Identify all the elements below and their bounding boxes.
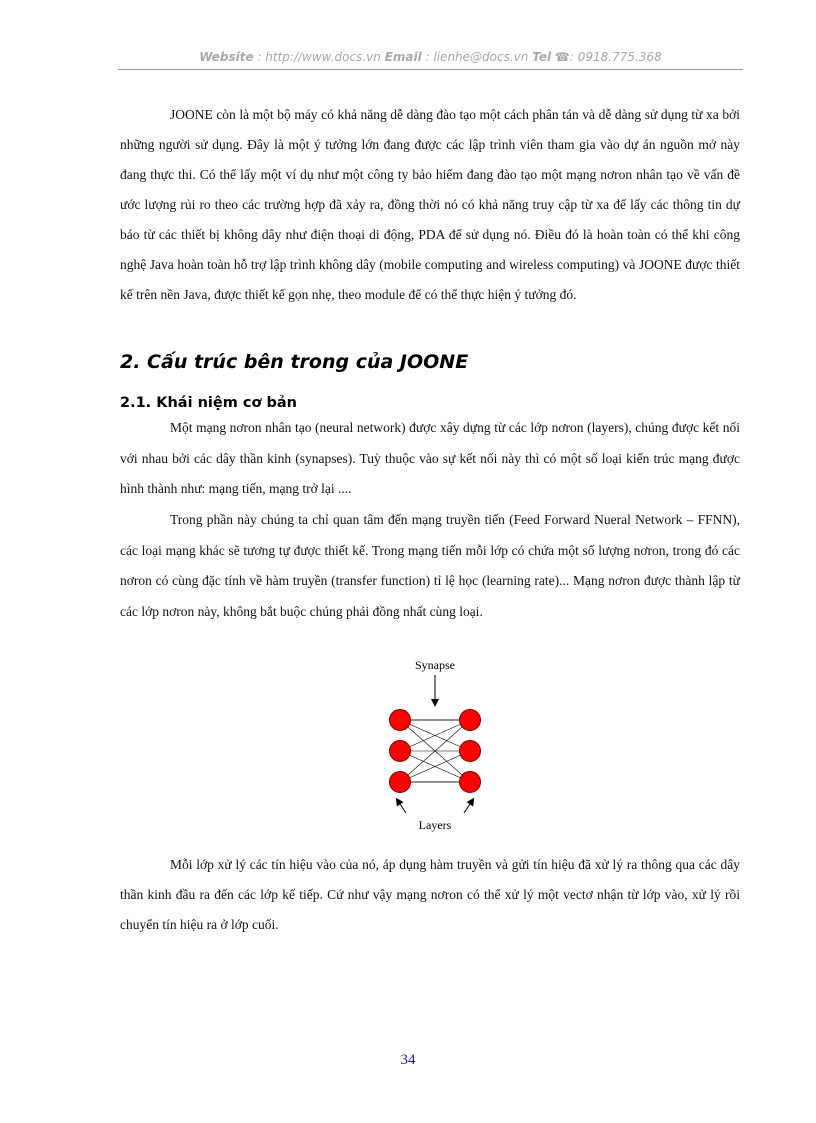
page-number: 34 xyxy=(400,1052,416,1068)
layers-arrow-left xyxy=(398,801,406,813)
page-header: Website : http://www.docs.vn Email : lienhe@docs.vn Tel ☎: 0918.775.368 xyxy=(199,50,662,64)
section-heading: 2. Cấu trúc bên trong của JOONE xyxy=(120,351,469,373)
tel-value: : 0918.775.368 xyxy=(569,50,662,64)
network-diagram xyxy=(380,655,490,840)
header-divider xyxy=(118,69,743,70)
layers-arrow-right xyxy=(464,801,472,813)
neuron-node-l1-n1 xyxy=(390,710,411,731)
website-label: Website xyxy=(199,50,254,64)
neuron-node-l2-n3 xyxy=(460,772,481,793)
email-value[interactable]: lienhe@docs.vn xyxy=(433,50,529,64)
neuron-node-l2-n2 xyxy=(460,741,481,762)
neuron-node-l1-n2 xyxy=(390,741,411,762)
tel-label: Tel xyxy=(532,50,552,64)
neuron-node-l2-n1 xyxy=(460,710,481,731)
intro-paragraph: JOONE còn là một bộ máy có khả năng dễ dàng đào tạo một cách phân tán và dễ dàng sử dụng từ xa bởi những người sử dụng. Đây là một ý tưởng lớn đang được các lập trình viên tham gia vào dự án nguồn mở này đang thực thi. Có thể lấy một ví dụ như một công ty bảo hiểm đang đào tạo một mạng nơron nhân tạo về vấn đề ước lượng rủi ro theo các trường hợp đã xảy ra, đồng thời nó có khả năng truy cập từ xa để lấy các thông tin dự báo từ các thiết bị không dây như điện thoại di động, PDA để sử dụng nó. Điều đó là hoàn toàn có thể khi công nghệ Java hoàn toàn hỗ trợ lập trình không dây (mobile computing and wireless computing) và JOONE được thiết kế trên nền Java, được thiết kế gọn nhẹ, theo module để có thể thực hiện ý tưởng đó. xyxy=(120,107,740,302)
synapse-label: Synapse xyxy=(415,658,455,672)
neural-network-figure xyxy=(380,655,490,840)
concept-paragraph: Một mạng nơron nhân tạo (neural network) được xây dựng từ các lớp nơron (layers), chúng được kết nối với nhau bởi các dây thần kinh (synapses). Tuỳ thuộc vào sự kết nối này thì có một số loại kiến trúc mạng được hình thành như: mạng tiến, mạng trở lại .... xyxy=(120,420,740,496)
phone-icon: ☎ xyxy=(554,50,570,64)
subsection-heading: 2.1. Khái niệm cơ bản xyxy=(120,395,297,411)
email-label: Email xyxy=(384,50,422,64)
neuron-node-l1-n3 xyxy=(390,772,411,793)
ffnn-paragraph: Trong phần này chúng ta chỉ quan tâm đến mạng truyền tiến (Feed Forward Nueral Network – FFNN), các loại mạng khác sẽ tương tự được thiết kế. Trong mạng tiến mỗi lớp có chứa một số lượng nơron, trong đó các nơron có cùng đặc tính về hàm truyền (transfer function) tỉ lệ học (learning rate)... Mạng nơron được thành lập từ các lớp nơron này, không bắt buộc chúng phải đồng nhất cùng loại. xyxy=(120,512,740,619)
layers-label: Layers xyxy=(418,818,452,832)
website-url[interactable]: http://www.docs.vn xyxy=(265,50,381,64)
processing-paragraph: Mỗi lớp xử lý các tín hiệu vào của nó, áp dụng hàm truyền và gửi tín hiệu đã xử lý ra thông qua các dây thần kinh đầu ra đến các lớp kế tiếp. Cứ như vậy mạng nơron có thể xử lý một vectơ nhận từ lớp vào, xử lý rồi chuyển tín hiệu ra ở lớp cuối. xyxy=(120,857,740,932)
